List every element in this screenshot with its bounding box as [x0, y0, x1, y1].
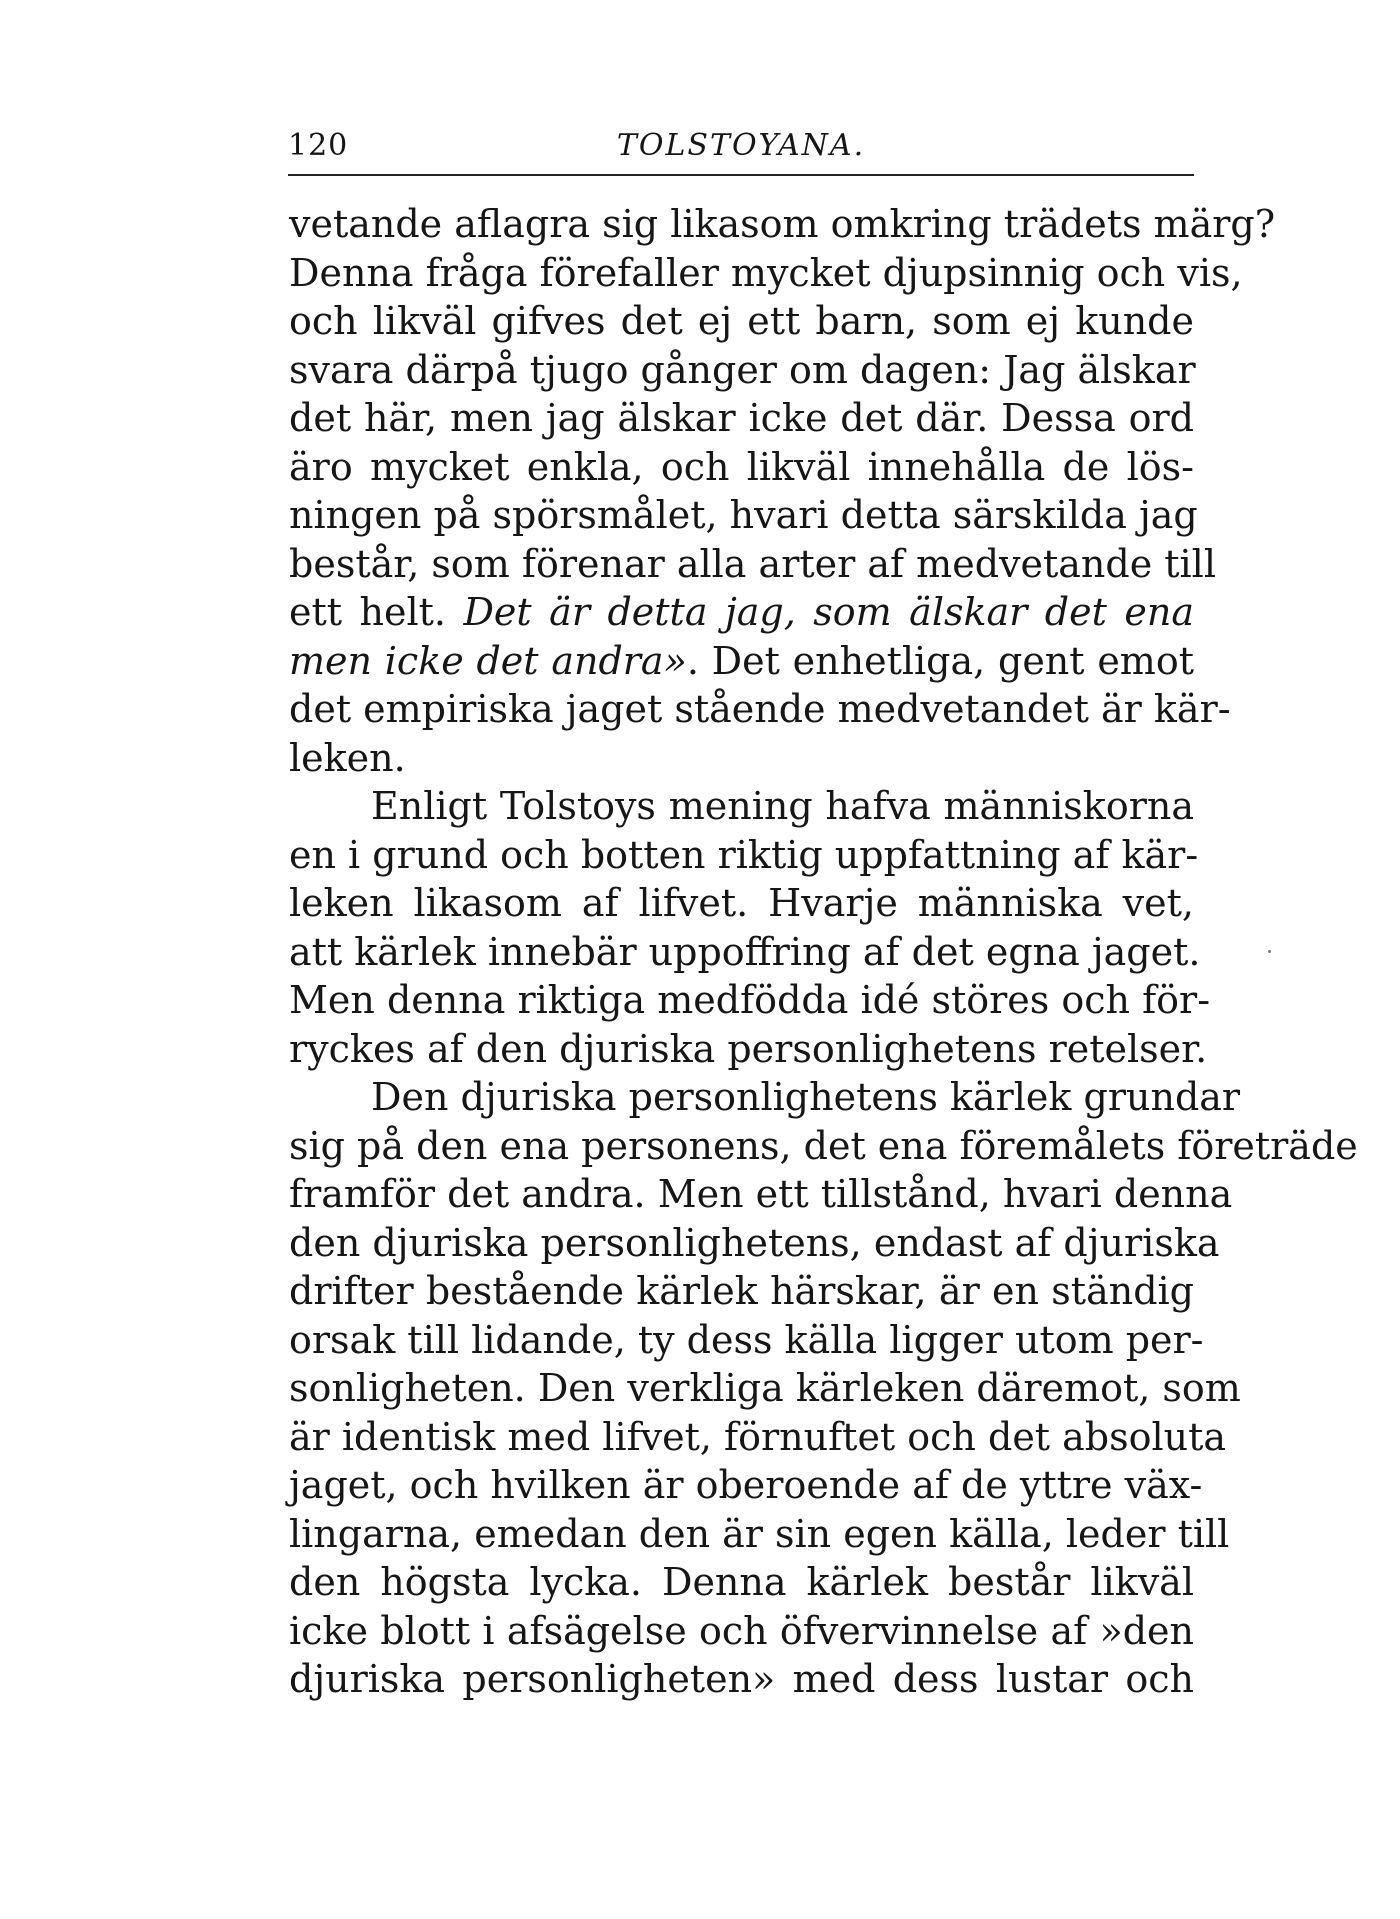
scan-speck — [1268, 950, 1271, 953]
text-line: den högsta lycka. Denna kärlek består likväl — [289, 1560, 1194, 1604]
text-line: ningen på spörsmålet, hvari detta särskilda jag — [289, 493, 1198, 537]
text-line: och likväl gifves det ej ett barn, som ej kunde — [289, 299, 1194, 343]
page-number: 120 — [288, 128, 349, 163]
text-line: är identisk med lifvet, förnuftet och det absoluta — [289, 1414, 1227, 1459]
text-line: leken likasom af lifvet. Hvarje människa vet, — [289, 881, 1194, 925]
text-line: den djuriska personlighetens, endast af djuriska — [289, 1220, 1220, 1265]
text-line: framför det andra. Men ett tillstånd, hvari denna — [289, 1172, 1233, 1216]
italic-quote: men icke det andra» — [289, 638, 687, 683]
text-line: Enligt Tolstoys mening hafva människorna — [371, 784, 1194, 828]
text-line: Men denna riktiga medfödda idé störes och för- — [289, 978, 1211, 1022]
text-line: djuriska personligheten» med dess lustar och — [289, 1657, 1194, 1701]
text-line: jaget, och hvilken är oberoende af de yttre väx- — [289, 1463, 1203, 1507]
text-line: leken. — [289, 735, 406, 780]
text-line — [289, 637, 1194, 686]
body-text — [289, 200, 1358, 1704]
italic-quote: Det är detta jag, som älskar det ena — [463, 590, 1194, 634]
text-line: att kärlek innebär uppoffring af det egna jaget. — [289, 929, 1201, 974]
text-line: sig på den ena personens, det ena föremålets företräde — [289, 1123, 1358, 1168]
text-fragment: . Det enhetliga, gent emot — [686, 638, 1194, 683]
text-fragment: ett helt. — [289, 590, 446, 634]
text-line: orsak till lidande, ty dess källa ligger utom per- — [289, 1317, 1204, 1362]
text-line: vetande aflagra sig likasom omkring trädets märg? — [289, 202, 1276, 246]
text-line: det empiriska jaget stående medvetandet är kär- — [289, 687, 1231, 731]
text-line: Denna fråga förefaller mycket djupsinnig och vis, — [289, 250, 1243, 295]
header-rule — [288, 174, 1194, 176]
text-line: drifter bestående kärlek härskar, är en ständig — [289, 1269, 1194, 1313]
running-head — [288, 122, 1194, 166]
text-line — [289, 588, 1194, 637]
text-line: Den djuriska personlighetens kärlek grundar — [371, 1075, 1241, 1119]
text-line: det här, men jag älskar icke det där. Dessa ord — [289, 396, 1194, 440]
text-line: svara därpå tjugo gånger om dagen: Jag älskar — [289, 347, 1196, 392]
text-line: lingarna, emedan den är sin egen källa, leder till — [289, 1511, 1230, 1556]
text-line: icke blott i afsägelse och öfvervinnelse af »den — [289, 1608, 1194, 1653]
text-line: en i grund och botten riktig uppfattning af kär- — [289, 832, 1199, 877]
text-line: ryckes af den djuriska personlighetens retelser. — [289, 1026, 1208, 1071]
running-title: TOLSTOYANA. — [616, 128, 866, 163]
paragraph-3 — [289, 1073, 1358, 1704]
paragraph-1 — [289, 200, 1276, 782]
text-line: består, som förenar alla arter af medvetande till — [289, 541, 1216, 586]
paragraph-2 — [289, 782, 1211, 1073]
text-line: äro mycket enkla, och likväl innehålla de lös- — [289, 444, 1194, 489]
text-line: sonligheten. Den verkliga kärleken däremot, som — [289, 1366, 1241, 1410]
